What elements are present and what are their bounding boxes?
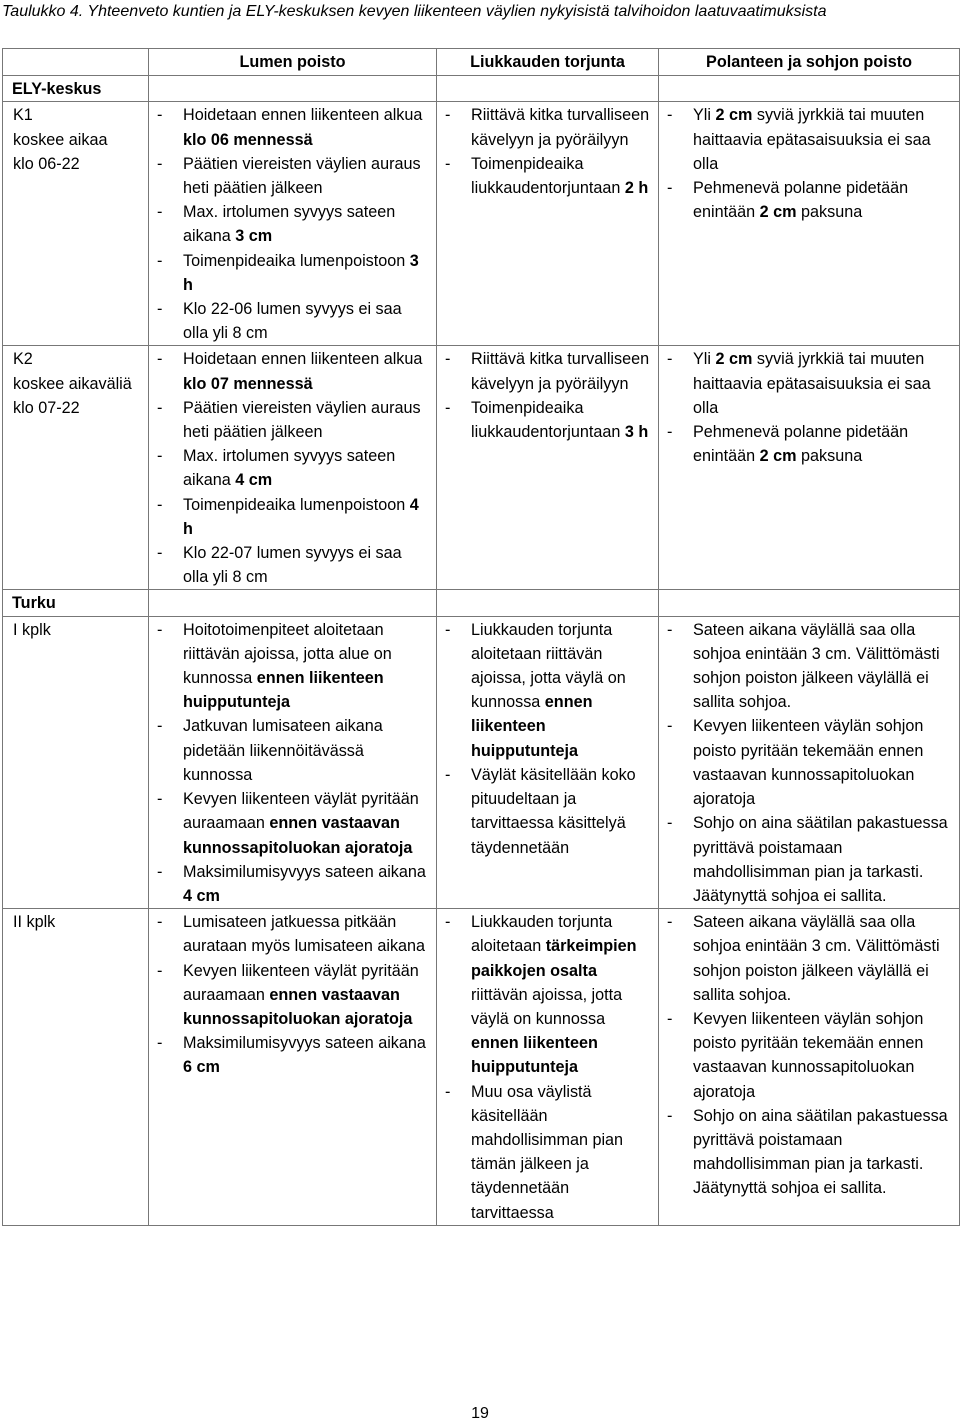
- item-text: Riittävä kitka turvalliseen kävelyyn ja pyöräilyyn: [471, 106, 650, 149]
- list-item: [667, 811, 955, 908]
- item-text: Päätien viereisten väylien auraus heti päätien jälkeen: [183, 154, 421, 198]
- emphasized-text: 3 h: [183, 251, 419, 294]
- list-item: [157, 541, 428, 589]
- header-row: [3, 49, 960, 76]
- item-text: Riittävä kitka turvalliseen kävelyyn ja pyöräilyyn: [471, 350, 650, 393]
- item-text: Kevyen liikenteen väylän sohjon poisto pyritään tekemään ennen vastaavan kunnossapitoluokan ajoratoja: [693, 1009, 924, 1101]
- header-empty: [3, 49, 149, 76]
- table-caption: Taulukko 4. Yhteenveto kuntien ja ELY-keskuksen kevyen liikenteen väylien nykyisistä talvihoidon laatuvaatimuksista: [2, 3, 827, 20]
- item-text: syviä jyrkkiä tai muuten haittaavia epätasaisuuksia ei saa olla: [693, 106, 931, 173]
- emphasized-text: 6 cm: [183, 1058, 220, 1077]
- table-row: [3, 102, 960, 346]
- cell-polanne-sohjo: [659, 346, 960, 590]
- emphasized-text: ennen liikenteen huipputunteja: [183, 669, 384, 712]
- cell-lumen-poisto: [149, 346, 437, 590]
- cell-liukkauden-torjunta: [437, 346, 659, 590]
- cell-lumen-poisto: [149, 102, 437, 346]
- item-text: syviä jyrkkiä tai muuten haittaavia epätasaisuuksia ei saa olla: [693, 350, 931, 417]
- emphasized-text: 2 h: [624, 179, 649, 198]
- list-item: [667, 910, 955, 1007]
- list-item: [445, 396, 650, 444]
- emphasized-text: 2 cm: [715, 350, 753, 369]
- section-turku-label: Turku: [3, 590, 149, 616]
- item-text: Yli: [693, 350, 716, 369]
- list-item: [157, 444, 428, 492]
- row-label-line: K1: [13, 106, 33, 125]
- list-item: [157, 249, 428, 297]
- emphasized-text: klo 06 mennessä: [183, 130, 313, 149]
- row-label: [3, 616, 149, 908]
- table-row: [3, 346, 960, 590]
- list-item: [157, 860, 428, 908]
- table-row: [3, 616, 960, 908]
- list-item: [157, 493, 428, 541]
- bullet-list: [445, 347, 650, 444]
- bullet-list: [157, 618, 428, 908]
- cell-lumen-poisto: [149, 909, 437, 1226]
- row-label-line: klo 06-22: [13, 154, 80, 173]
- row-label: [3, 346, 149, 590]
- item-text: Maksimilumisyvyys sateen aikana: [183, 862, 426, 881]
- list-item: [445, 103, 650, 151]
- bullet-list: [157, 103, 428, 345]
- emphasized-text: 2 cm: [715, 106, 753, 125]
- item-text: riittävän ajoissa, jotta väylä on kunnossa: [471, 985, 623, 1028]
- table-row: [3, 909, 960, 1226]
- list-item: [667, 347, 955, 420]
- list-item: [157, 396, 428, 444]
- list-item: [157, 152, 428, 200]
- item-text: Maksimilumisyvyys sateen aikana: [183, 1034, 426, 1053]
- list-item: [667, 103, 955, 176]
- emphasized-text: tärkeimpien paikkojen osalta: [471, 937, 637, 980]
- list-item: [667, 1007, 955, 1104]
- list-item: [445, 763, 650, 860]
- list-item: [445, 152, 650, 200]
- item-text: Hoidetaan ennen liikenteen alkua: [183, 350, 423, 369]
- emphasized-text: 3 h: [624, 423, 649, 442]
- row-label-line: koskee aikaa: [13, 130, 108, 149]
- item-text: Jatkuvan lumisateen aikana pidetään liikennöitävässä kunnossa: [183, 717, 383, 784]
- list-item: [157, 714, 428, 787]
- list-item: [667, 714, 955, 811]
- list-item: [157, 103, 428, 151]
- emphasized-text: 3 cm: [235, 227, 273, 246]
- bullet-list: [157, 910, 428, 1079]
- section-row-ely: [3, 76, 960, 102]
- list-item: [445, 347, 650, 395]
- item-text: Klo 22-06 lumen syvyys ei saa olla yli 8 cm: [183, 300, 402, 343]
- emphasized-text: 4 h: [183, 495, 419, 538]
- item-text: Lumisateen jatkuessa pitkään aurataan myös lumisateen aikana: [183, 913, 426, 956]
- item-text: Sohjo on aina säätilan pakastuessa pyrittävä poistamaan mahdollisimman pian ja tarkasti. Jäätynyttä sohjoa ei sallita.: [693, 1106, 948, 1198]
- list-item: [157, 618, 428, 715]
- bullet-list: [667, 347, 955, 468]
- list-item: [157, 1031, 428, 1079]
- item-text: Kevyen liikenteen väylät pyritään auraamaan: [183, 961, 419, 1004]
- bullet-list: [667, 910, 955, 1200]
- item-text: Yli: [693, 106, 716, 125]
- cell-liukkauden-torjunta: [437, 909, 659, 1226]
- row-label: [3, 909, 149, 1226]
- item-text: Hoidetaan ennen liikenteen alkua: [183, 106, 423, 125]
- header-lumen-poisto: Lumen poisto: [149, 49, 437, 76]
- row-label-line: koskee aikaväliä: [13, 374, 132, 393]
- emphasized-text: ennen liikenteen huipputunteja: [471, 1034, 598, 1077]
- emphasized-text: 2 cm: [759, 203, 797, 222]
- list-item: [157, 347, 428, 395]
- bullet-list: [445, 618, 650, 860]
- row-label-line: II kplk: [13, 913, 56, 932]
- bullet-list: [667, 618, 955, 908]
- cell-polanne-sohjo: [659, 102, 960, 346]
- item-text: Klo 22-07 lumen syvyys ei saa olla yli 8 cm: [183, 544, 402, 587]
- bullet-list: [667, 103, 955, 224]
- page-number: 19: [471, 1405, 489, 1422]
- list-item: [157, 959, 428, 1032]
- section-ely-label: ELY-keskus: [3, 76, 149, 102]
- item-text: Toimenpideaika lumenpoistoon: [183, 251, 410, 270]
- winter-maintenance-table: [2, 48, 960, 1226]
- bullet-list: [445, 910, 650, 1225]
- list-item: [445, 910, 650, 1079]
- cell-liukkauden-torjunta: [437, 102, 659, 346]
- list-item: [157, 787, 428, 860]
- item-text: Väylät käsitellään koko pituudeltaan ja tarvittaessa käsittelyä täydennetään: [471, 765, 636, 857]
- list-item: [667, 618, 955, 715]
- cell-liukkauden-torjunta: [437, 616, 659, 908]
- item-text: Päätien viereisten väylien auraus heti päätien jälkeen: [183, 398, 421, 442]
- cell-lumen-poisto: [149, 616, 437, 908]
- list-item: [667, 1104, 955, 1201]
- item-text: Toimenpideaika lumenpoistoon: [183, 495, 410, 514]
- bullet-list: [157, 347, 428, 589]
- row-label-line: klo 07-22: [13, 398, 80, 417]
- item-text: Liukkauden torjunta aloitetaan riittävän ajoissa, jotta väylä on kunnossa: [471, 620, 626, 712]
- item-text: Sateen aikana väylällä saa olla sohjoa enintään 3 cm. Välittömästi sohjon poiston jälkeen väylällä ei sallita sohjoa.: [693, 620, 940, 712]
- item-text: Toimenpideaika liukkaudentorjuntaan: [471, 154, 625, 198]
- cell-polanne-sohjo: [659, 909, 960, 1226]
- row-label: [3, 102, 149, 346]
- item-text: Hoitotoimenpiteet aloitetaan riittävän ajoissa, jotta alue on kunnossa: [183, 620, 392, 688]
- item-text: Pehmenevä polanne pidetään enintään: [693, 179, 909, 222]
- header-liukkauden-torjunta: Liukkauden torjunta: [437, 49, 659, 76]
- list-item: [157, 200, 428, 248]
- emphasized-text: ennen vastaavan kunnossapitoluokan ajoratoja: [183, 985, 413, 1028]
- item-text: Sohjo on aina säätilan pakastuessa pyrittävä poistamaan mahdollisimman pian ja tarkasti. Jäätynyttä sohjoa ei sallita.: [693, 814, 948, 905]
- list-item: [667, 176, 955, 224]
- item-text: Kevyen liikenteen väylän sohjon poisto pyritään tekemään ennen vastaavan kunnossapitoluokan ajoratoja: [693, 717, 924, 809]
- emphasized-text: 4 cm: [235, 471, 273, 490]
- item-text: paksuna: [796, 447, 863, 466]
- emphasized-text: 4 cm: [183, 886, 220, 905]
- item-text: Max. irtolumen syvyys sateen aikana: [183, 203, 396, 246]
- list-item: [445, 1080, 650, 1225]
- item-text: Pehmenevä polanne pidetään enintään: [693, 423, 909, 466]
- item-text: Max. irtolumen syvyys sateen aikana: [183, 447, 396, 490]
- list-item: [157, 910, 428, 958]
- item-text: Kevyen liikenteen väylät pyritään auraamaan: [183, 790, 419, 833]
- emphasized-text: ennen liikenteen huipputunteja: [471, 693, 593, 760]
- row-label-line: I kplk: [13, 620, 51, 639]
- row-label-line: K2: [13, 350, 33, 369]
- item-text: Sateen aikana väylällä saa olla sohjoa enintään 3 cm. Välittömästi sohjon poiston jälkeen väylällä ei sallita sohjoa.: [693, 913, 940, 1004]
- list-item: [667, 420, 955, 468]
- section-row-turku: [3, 590, 960, 616]
- emphasized-text: ennen vastaavan kunnossapitoluokan ajoratoja: [183, 814, 413, 857]
- list-item: [157, 297, 428, 345]
- item-text: Toimenpideaika liukkaudentorjuntaan: [471, 398, 625, 442]
- item-text: paksuna: [796, 203, 863, 222]
- item-text: Liukkauden torjunta aloitetaan: [471, 913, 613, 956]
- cell-polanne-sohjo: [659, 616, 960, 908]
- list-item: [445, 618, 650, 763]
- item-text: Muu osa väylistä käsitellään mahdollisimman pian tämän jälkeen ja täydennetään tarvittaessa: [471, 1082, 624, 1222]
- bullet-list: [445, 103, 650, 200]
- header-polanne-sohjo: Polanteen ja sohjon poisto: [659, 49, 960, 76]
- emphasized-text: klo 07 mennessä: [183, 374, 313, 393]
- emphasized-text: 2 cm: [759, 447, 797, 466]
